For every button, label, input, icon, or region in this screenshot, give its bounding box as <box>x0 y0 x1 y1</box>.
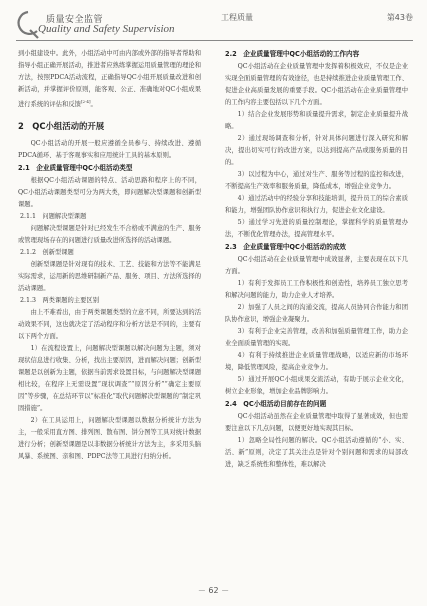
section-heading: 2 QC小组活动的开展 <box>18 121 105 132</box>
journal-title: 质量安全监管 <box>46 15 104 25</box>
paragraph: 1）结合企业发展形势和质量提升需求，制定企业质量提升战略。 <box>225 111 408 130</box>
page-number: － 62 － <box>197 586 230 595</box>
paragraph: 到小组建设中。此外，小组活动中可由内部或外部的指导者帮助和指导小组正确开展活动，推进者应熟练掌握运用质量管理的理论和方法，按照PDCA活动流程，正确指导QC小组开展质量改进和创新活动，并掌握评价原则，能客观、公正、准确地对QC小组成果进行系统的评估和反馈[2-4]。 <box>18 50 201 109</box>
section-heading: 2.2 企业质量管理中QC小组活动的工作内容 <box>225 50 360 58</box>
paragraph: QC小组活动在企业质量管理中发挥着积极效应，不仅是企业实现全面质量管理的有效途径，也是持续推进企业质量管理工作、促进企业高质量发展的重要手段。QC小组活动在企业质量管理中的工作内容主要包括以下几个方面。 <box>225 63 408 106</box>
left-column <box>18 48 201 578</box>
section-heading: 2.1.1 问题解决型课题 <box>20 213 87 221</box>
paragraph: QC小组活动的开展一般应遵循全员参与、持续改进、遵循PDCA循环、基于客观事实和应用统计工具的基本原则。 <box>18 140 201 160</box>
paragraph: 2）加强了人员之间的沟通交流，提高人员协同合作能力和团队协作意识，增强企业凝聚力。 <box>225 304 408 323</box>
section-heading: 2.4 QC小组活动目前存在的问题 <box>225 400 327 408</box>
paragraph: QC小组活动虽然在企业质量管理中取得了显著成效，但也需要注意以下几点问题，以便更好地实现其目标。 <box>225 413 408 432</box>
paragraph: 创新型课题是针对现有的技术、工艺、技能和方法等不能满足实际需求，运用新的思维研制新产品、服务、项目、方法所选择的活动课题。 <box>18 261 201 293</box>
paragraph: 根据QC小组活动课题的特点、活动思路和程序上的不同，QC小组活动课题类型可分为两大类，即问题解决型课题和创新型课题。 <box>18 177 201 209</box>
paragraph: 1）在流程设置上，问题解决型课题以解决问题为主题，须对现状信息进行收集、分析，找出主要原因，进而解决问题；创新型课题是以创新为主题，依据当前需求设置目标，与问题解决型课题相比较，在程序上无需设置“现状调查”“原因分析”“确定主要原因”等步骤，在总结环节以“标准化”取代问题解决型课题的“制定巩固措施”。 <box>18 345 201 413</box>
paragraph: 5）通过学习先进的质量控制理论，掌握科学的质量管理办法，不断优化管理办法，提高管理水平。 <box>225 219 408 238</box>
paragraph: 问题解决型课题是针对已经发生不合格或不满意的生产、服务或管理现场存在的问题进行质量改进所选择的活动课题。 <box>18 225 201 245</box>
paragraph: 3）有利于企业完善管理，改善和加强质量管理工作，助力企业全面质量管理的实现。 <box>225 328 408 347</box>
right-column <box>225 48 408 578</box>
paragraph: 1）忽略全局性问题的解决。QC小组活动遵循的“小、实、活、新”原则，决定了其关注点是针对个别问题和需求的局部改进，缺乏系统性和整体性，难以解决 <box>225 437 408 468</box>
paragraph: 4）有利于持续推进企业质量管理战略，以适应新的市场环境，降低管理风险，提高企业竞争力。 <box>225 352 408 371</box>
paragraph: 1）有利于发挥员工工作积极性和创造性，培养员工独立思考和解决问题的能力，助力企业人才培养。 <box>225 280 408 299</box>
paragraph: 2）通过现场调查和分析，针对具体问题进行深入研究和解决，提出切实可行的改进方案，以达到提高产品或服务质量的目的。 <box>225 135 408 166</box>
reference-mark: [2-4] <box>80 99 91 104</box>
paragraph: QC小组活动在企业质量管理中成效显著，主要表现在以下几方面。 <box>225 256 408 275</box>
journal-logo-icon <box>16 10 40 40</box>
section-heading: 2.3 企业质量管理中QC小组活动的成效 <box>225 243 347 251</box>
paragraph: 3）以过程为中心，通过对生产、服务等过程的监控和改进，不断提高生产效率和服务质量，降低成本，增强企业竞争力。 <box>225 171 408 190</box>
paragraph: 由上不难看出，由于两类课题类型的立意不同，所要达到的活动效果不同，这也就决定了活动程序和分析方法是不同的，主要有以下两个方面。 <box>18 309 201 341</box>
header-divider <box>16 40 413 41</box>
section-heading: 2.1.3 两类课题的主要区别 <box>20 297 99 305</box>
section-name: 工程质量 <box>221 13 253 22</box>
paragraph: 2）在工具运用上，问题解决型课题以数据分析统计方法为主，一般采用直方图、排列图、散布图、饼分图等工具对统计数据进行分析；创新型课题是以非数据分析统计方法为主，多采用头脑风暴、系统图、亲和图、PDPC法等工具进行归纳分析。 <box>18 417 201 461</box>
paragraph: 5）通过开展QC小组成果交流活动，有助于展示企业文化，树立企业形象，增加企业品牌影响力。 <box>225 376 408 395</box>
paragraph: 4）通过活动中的经验分享和技能培训，提升员工的综合素质和能力，增强团队协作意识和执行力，促进企业文化建设。 <box>225 195 408 214</box>
section-heading: 2.1.2 创新型课题 <box>20 249 74 257</box>
journal-english-title: Quality and Safety Supervision <box>38 23 175 35</box>
section-heading: 2.1 企业质量管理中QC小组活动类型 <box>18 164 133 173</box>
volume-label: 第43卷 <box>386 13 413 22</box>
